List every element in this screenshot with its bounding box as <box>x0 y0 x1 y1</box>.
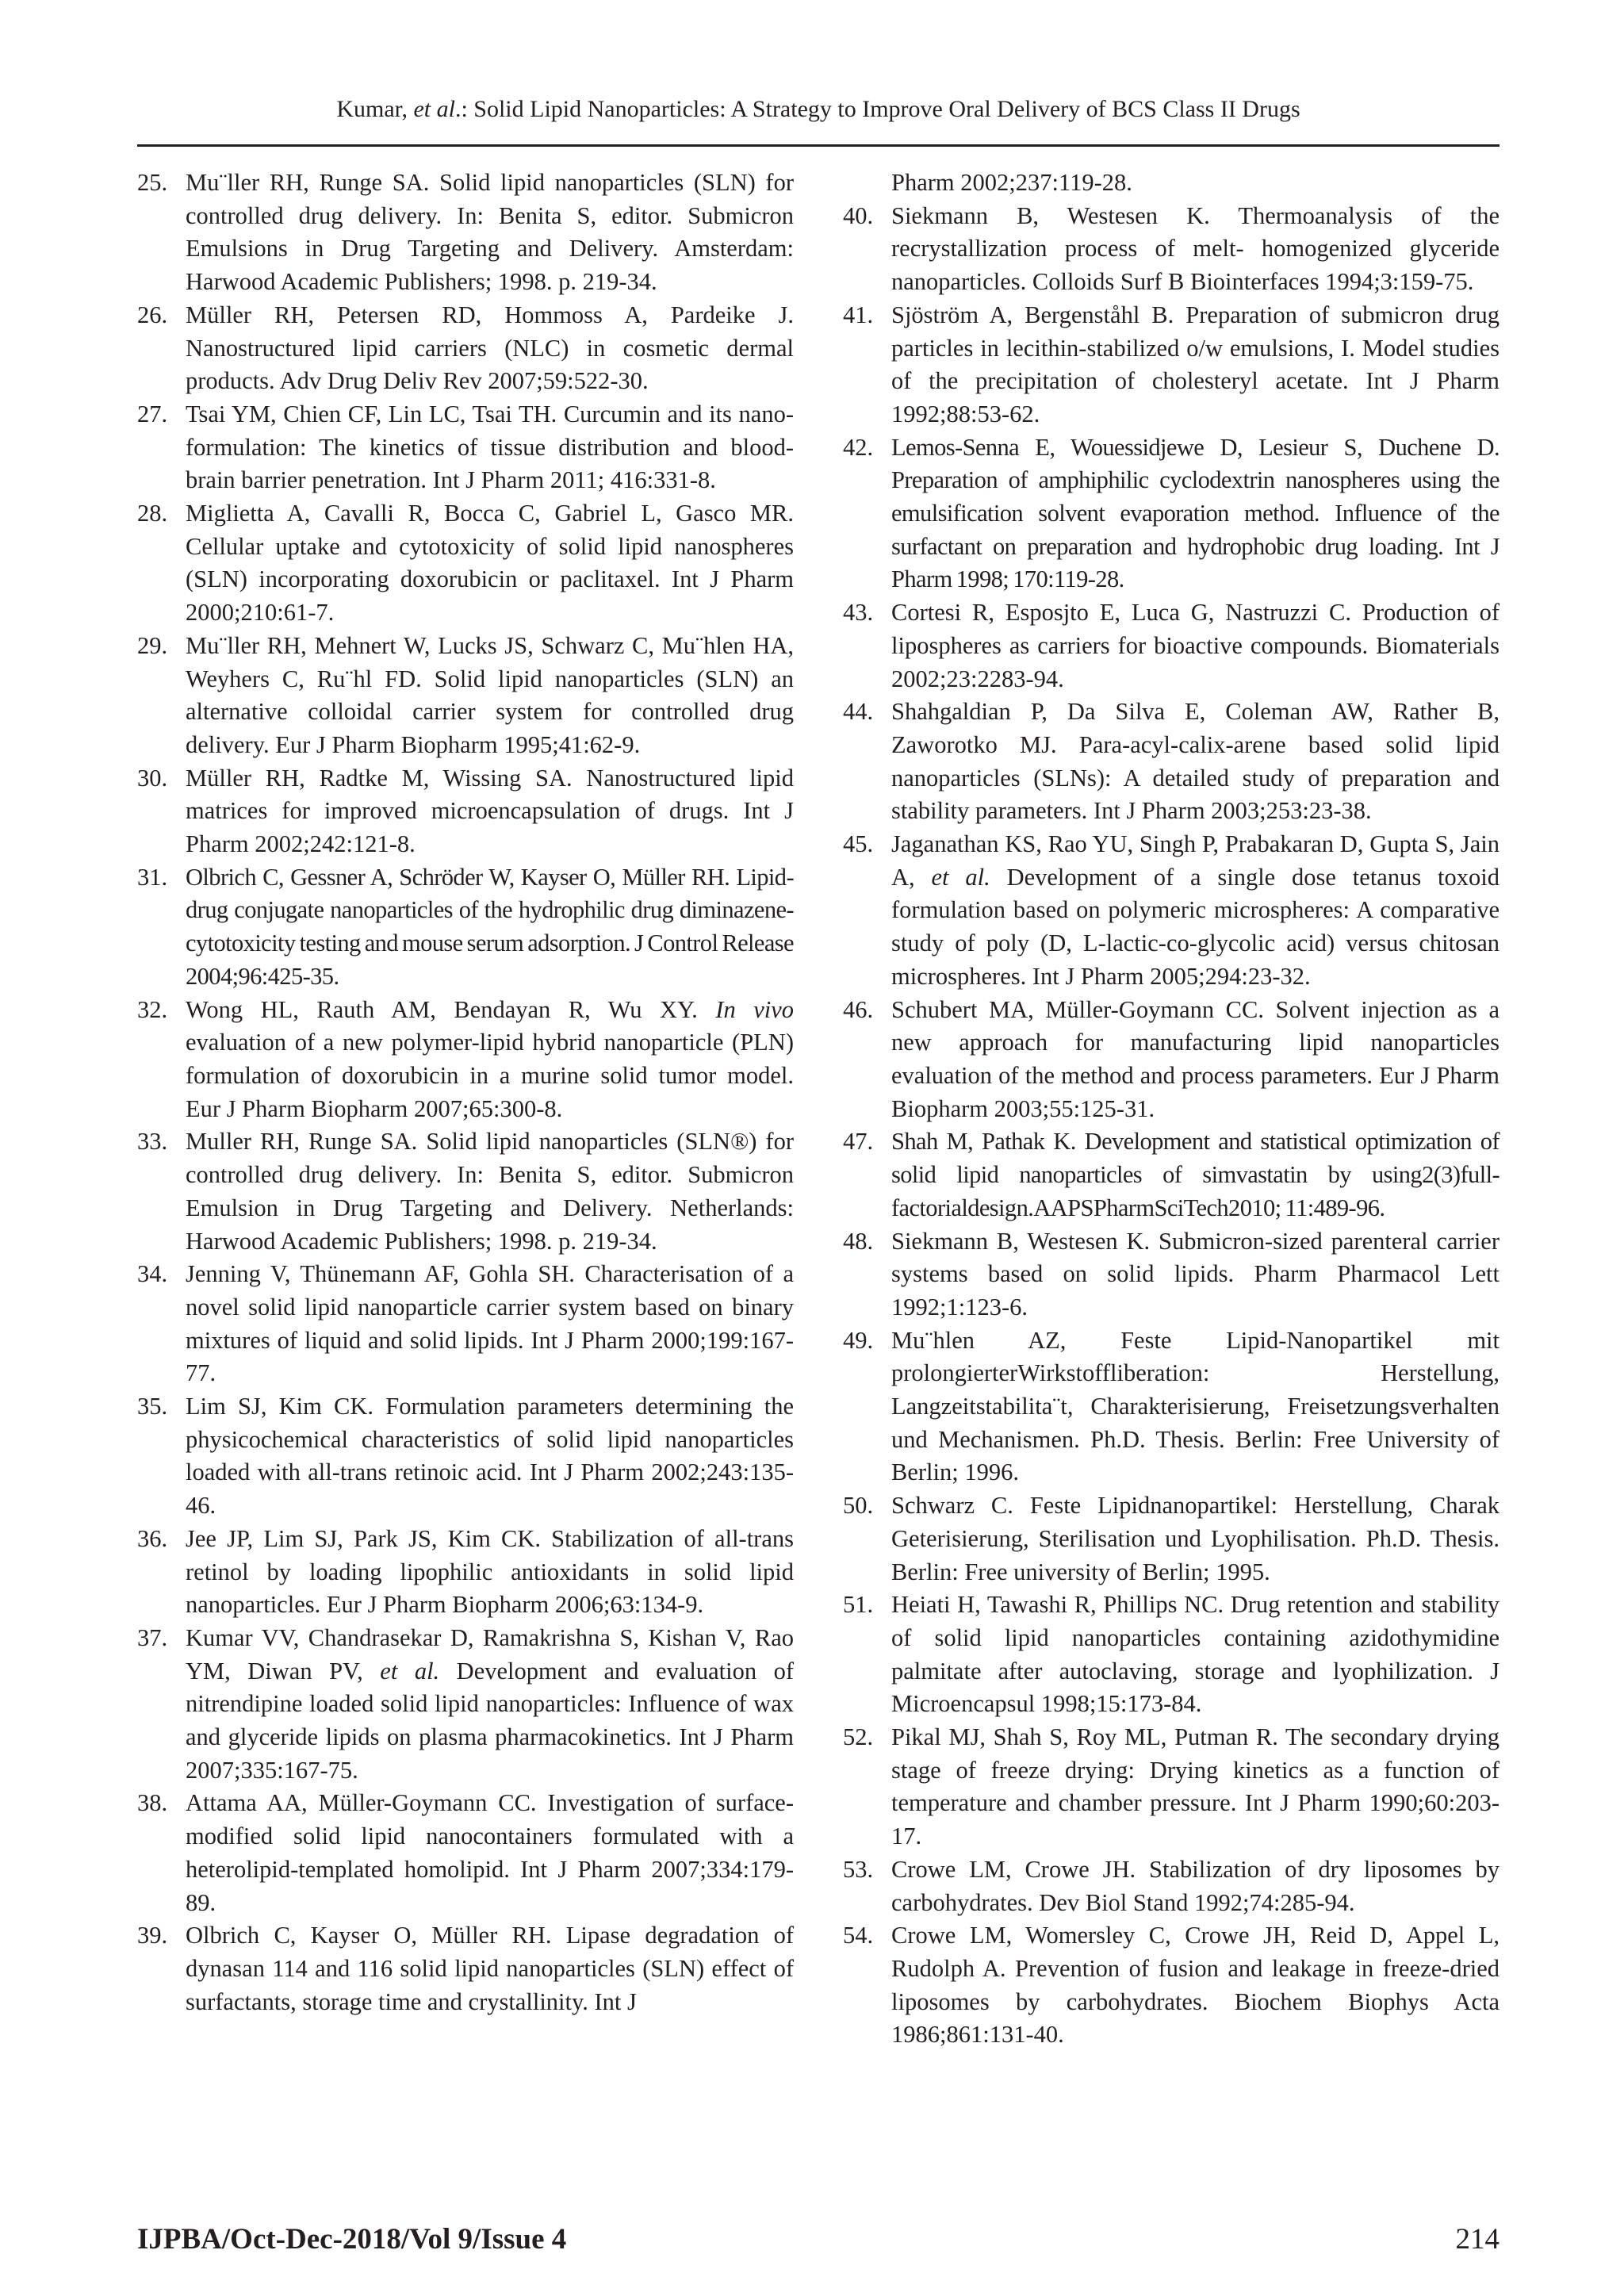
reference-number: 48. <box>843 1227 874 1255</box>
reference-number: 43. <box>843 599 874 627</box>
reference-number: 27. <box>137 400 168 427</box>
reference-53 <box>843 1853 1500 1919</box>
reference-35 <box>137 1390 794 1523</box>
reference-text: Lim SJ, Kim CK. Formulation parameters determining the physicochemical characteristics of solid lipid nanoparticles loaded with all-trans retinoic acid. Int J Pharm 2002;243:135-46. <box>186 1393 794 1520</box>
reference-number: 51. <box>843 1591 874 1619</box>
reference-number: 53. <box>843 1855 874 1883</box>
reference-text: Shah M, Pathak K. Development and statistical optimization of solid lipid nanoparticles of simvastatin by using2(3)full-factorialdesign.AAPSPharmSciTech2010; 11:489-96. <box>891 1128 1500 1221</box>
reference-number: 46. <box>843 995 874 1023</box>
reference-45 <box>843 828 1500 994</box>
header-title: .: Solid Lipid Nanoparticles: A Strategy to Improve Oral Delivery of BCS Class II Drugs <box>454 96 1300 122</box>
reference-number: 50. <box>843 1492 874 1520</box>
reference-28 <box>137 497 794 630</box>
reference-number: 25. <box>137 169 168 196</box>
reference-number: 40. <box>843 201 874 229</box>
reference-number: 33. <box>137 1128 168 1156</box>
reference-text: Cortesi R, Esposjto E, Luca G, Nastruzzi C. Production of lipospheres as carriers for bioactive compounds. Biomaterials 2002;23:2283-94. <box>891 599 1500 692</box>
reference-text: Crowe LM, Crowe JH. Stabilization of dry liposomes by carbohydrates. Dev Biol Stand 1992;74:285-94. <box>891 1855 1500 1916</box>
reference-text: Muller RH, Runge SA. Solid lipid nanoparticles (SLN®) for controlled drug delivery. In: Benita S, editor. Submicron Emulsion in Drug Targeting and Delivery. Netherlands: Harwood Academic Publishers; 1998. p. 219-34. <box>186 1128 794 1255</box>
reference-number: 35. <box>137 1393 168 1420</box>
page-number: 214 <box>1455 2223 1500 2256</box>
reference-text: Tsai YM, Chien CF, Lin LC, Tsai TH. Curcumin and its nano-formulation: The kinetics of tissue distribution and blood-brain barrier penetration. Int J Pharm 2011; 416:331-8. <box>186 400 794 494</box>
references-right-column <box>843 167 1500 2052</box>
reference-49 <box>843 1324 1500 1490</box>
reference-text: Mu¨hlen AZ, Feste Lipid-Nanopartikel mit prolongierterWirkstoffliberation: Herstellung, Langzeitstabilita¨t, Charakterisierung, Freisetzungsverhalten und Mechanismen. Ph.D. Thesis. Berlin: Free University of Berlin; 1996. <box>891 1326 1500 1486</box>
reference-text-end: Development and evaluation of nitrendipine loaded solid lipid nanoparticles: Influence of wax and glyceride lipids on plasma pharmacokinetics. Int J Pharm 2007;335:167-75. <box>186 1657 794 1784</box>
reference-text: Attama AA, Müller-Goymann CC. Investigation of surface-modified solid lipid nanocontainers formulated with a heterolipid-templated homolipid. Int J Pharm 2007;334:179-89. <box>186 1789 794 1916</box>
reference-number: 29. <box>137 631 168 659</box>
reference-text: Olbrich C, Gessner A, Schröder W, Kayser O, Müller RH. Lipid-drug conjugate nanoparticles of the hydrophilic drug diminazene-cytotoxicity testing and mouse serum adsorption. J Control Release 2004;96:425-35. <box>186 863 794 990</box>
reference-50 <box>843 1489 1500 1589</box>
reference-number: 44. <box>843 698 874 726</box>
header-rule <box>137 144 1500 147</box>
reference-text: Crowe LM, Womersley C, Crowe JH, Reid D, Appel L, Rudolph A. Prevention of fusion and leakage in freeze-dried liposomes by carbohydrates. Biochem Biophys Acta 1986;861:131-40. <box>891 1922 1500 2049</box>
reference-text: Shahgaldian P, Da Silva E, Coleman AW, Rather B, Zaworotko MJ. Para-acyl-calix-arene based solid lipid nanoparticles (SLNs): A detailed study of preparation and stability parameters. Int J Pharm 2003;253:23-38. <box>891 698 1500 825</box>
reference-text-start: Wong HL, Rauth AM, Bendayan R, Wu XY. <box>186 995 716 1023</box>
reference-italic: et al. <box>931 863 990 891</box>
reference-38 <box>137 1787 794 1919</box>
reference-text-end: Development of a single dose tetanus toxoid formulation based on polymeric microspheres: A comparative study of poly (D, L-lactic-co-glycolic acid) versus chitosan microspheres. Int J Pharm 2005;294:23-32. <box>891 863 1500 990</box>
reference-text <box>891 828 1500 994</box>
reference-number: 32. <box>137 995 168 1023</box>
reference-42 <box>843 431 1500 597</box>
reference-text: Siekmann B, Westesen K. Thermoanalysis of the recrystallization process of melt- homogenized glyceride nanoparticles. Colloids Surf B Biointerfaces 1994;3:159-75. <box>891 201 1500 296</box>
reference-number: 26. <box>137 301 168 328</box>
reference-41 <box>843 299 1500 431</box>
reference-text: Jenning V, Thünemann AF, Gohla SH. Characterisation of a novel solid lipid nanoparticle carrier system based on binary mixtures of liquid and solid lipids. Int J Pharm 2000;199:167-77. <box>186 1260 794 1387</box>
reference-text: Heiati H, Tawashi R, Phillips NC. Drug retention and stability of solid lipid nanoparticles containing azidothymidine palmitate after autoclaving, storage and lyophilization. J Microencapsul 1998;15:173-84. <box>891 1591 1500 1718</box>
reference-51 <box>843 1589 1500 1721</box>
reference-number: 47. <box>843 1128 874 1156</box>
reference-text: Müller RH, Petersen RD, Hommoss A, Pardeike J. Nanostructured lipid carriers (NLC) in cosmetic dermal products. Adv Drug Deliv Rev 2007;59:522-30. <box>186 301 794 395</box>
reference-37 <box>137 1622 794 1788</box>
reference-number: 45. <box>843 830 874 858</box>
references-left-column <box>137 167 794 2018</box>
reference-number: 49. <box>843 1326 874 1354</box>
reference-number: 31. <box>137 863 168 891</box>
reference-40 <box>843 200 1500 299</box>
header-authors: Kumar, <box>336 96 414 122</box>
reference-text: Sjöström A, Bergenståhl B. Preparation of submicron drug particles in lecithin-stabilized o/w emulsions, I. Model studies of the precipitation of cholesteryl acetate. Int J Pharm 1992;88:53-62. <box>891 301 1500 427</box>
reference-48 <box>843 1225 1500 1324</box>
reference-number: 54. <box>843 1922 874 1949</box>
reference-text: Pharm 2002;237:119-28. <box>891 169 1132 196</box>
reference-number: 42. <box>843 433 874 461</box>
reference-text <box>186 994 794 1126</box>
reference-text-end: evaluation of a new polymer-lipid hybrid nanoparticle (PLN) formulation of doxorubicin in a murine solid tumor model. Eur J Pharm Biopharm 2007;65:300-8. <box>186 1029 794 1122</box>
reference-33 <box>137 1125 794 1258</box>
reference-text: Pikal MJ, Shah S, Roy ML, Putman R. The secondary drying stage of freeze drying: Drying kinetics as a function of temperature and chamber pressure. Int J Pharm 1990;60:203-17. <box>891 1723 1500 1850</box>
reference-text: Müller RH, Radtke M, Wissing SA. Nanostructured lipid matrices for improved microencapsulation of drugs. Int J Pharm 2002;242:121-8. <box>186 764 794 858</box>
reference-text: Miglietta A, Cavalli R, Bocca C, Gabriel L, Gasco MR. Cellular uptake and cytotoxicity of solid lipid nanospheres (SLN) incorporating doxorubicin or paclitaxel. Int J Pharm 2000;210:61-7. <box>186 500 794 627</box>
reference-text: Lemos-Senna E, Wouessidjewe D, Lesieur S, Duchene D. Preparation of amphiphilic cyclodextrin nanospheres using the emulsification solvent evaporation method. Influence of the surfactant on preparation and hydrophobic drug loading. Int J Pharm 1998; 170:119-28. <box>891 433 1500 593</box>
reference-44 <box>843 696 1500 828</box>
reference-46 <box>843 994 1500 1126</box>
reference-text: Siekmann B, Westesen K. Submicron-sized parenteral carrier systems based on solid lipids. Pharm Pharmacol Lett 1992;1:123-6. <box>891 1227 1500 1320</box>
reference-text: Mu¨ller RH, Runge SA. Solid lipid nanoparticles (SLN) for controlled drug delivery. In: Benita S, editor. Submicron Emulsions in Drug Targeting and Delivery. Amsterdam: Harwood Academic Publishers; 1998. p. 219-34. <box>186 169 794 296</box>
reference-number: 38. <box>137 1789 168 1817</box>
reference-number: 39. <box>137 1922 168 1949</box>
reference-italic: et al. <box>380 1657 440 1685</box>
reference-31 <box>137 861 794 994</box>
reference-26 <box>137 299 794 398</box>
reference-text: Schubert MA, Müller-Goymann CC. Solvent injection as a new approach for manufacturing lipid nanoparticles evaluation of the method and process parameters. Eur J Pharm Biopharm 2003;55:125-31. <box>891 995 1500 1122</box>
reference-43 <box>843 596 1500 696</box>
page-footer <box>137 2221 1500 2258</box>
reference-54 <box>843 1919 1500 2052</box>
reference-36 <box>137 1523 794 1622</box>
reference-text-start: Kumar VV, Chandrasekar D, Ramakrishna S, Kishan V, Rao YM, Diwan PV, <box>186 1623 794 1685</box>
reference-number: 41. <box>843 301 874 328</box>
reference-text: Jee JP, Lim SJ, Park JS, Kim CK. Stabilization of all-trans retinol by loading lipophilic antioxidants in solid lipid nanoparticles. Eur J Pharm Biopharm 2006;63:134-9. <box>186 1524 794 1619</box>
reference-number: 34. <box>137 1260 168 1288</box>
reference-number: 28. <box>137 500 168 527</box>
reference-text: Mu¨ller RH, Mehnert W, Lucks JS, Schwarz C, Mu¨hlen HA, Weyhers C, Ru¨hl FD. Solid lipid nanoparticles (SLN) an alternative colloidal carrier system for controlled drug delivery. Eur J Pharm Biopharm 1995;41:62-9. <box>186 631 794 758</box>
reference-39-continued <box>843 167 1500 200</box>
reference-30 <box>137 762 794 861</box>
reference-number: 52. <box>843 1723 874 1751</box>
reference-39 <box>137 1919 794 2018</box>
reference-number: 36. <box>137 1524 168 1552</box>
reference-29 <box>137 630 794 762</box>
running-header <box>137 94 1500 125</box>
reference-text-start: Jaganathan KS, Rao YU, Singh P, Prabakaran D, Gupta S, Jain A, <box>891 830 1500 891</box>
reference-32 <box>137 994 794 1126</box>
reference-italic: In vivo <box>715 995 794 1023</box>
reference-34 <box>137 1258 794 1390</box>
reference-text: Olbrich C, Kayser O, Müller RH. Lipase degradation of dynasan 114 and 116 solid lipid nanoparticles (SLN) effect of surfactants, storage time and crystallinity. Int J <box>186 1922 794 2015</box>
reference-text: Schwarz C. Feste Lipidnanopartikel: Herstellung, Charak Geterisierung, Sterilisation und Lyophilisation. Ph.D. Thesis. Berlin: Free university of Berlin; 1995. <box>891 1492 1500 1585</box>
footer-journal-info: IJPBA/Oct-Dec-2018/Vol 9/Issue 4 <box>137 2223 567 2256</box>
reference-number: 30. <box>137 764 168 792</box>
reference-25 <box>137 167 794 299</box>
reference-text <box>186 1622 794 1788</box>
reference-52 <box>843 1721 1500 1853</box>
reference-number: 37. <box>137 1623 168 1651</box>
reference-47 <box>843 1125 1500 1225</box>
header-etal: et al <box>413 96 455 122</box>
reference-27 <box>137 398 794 497</box>
